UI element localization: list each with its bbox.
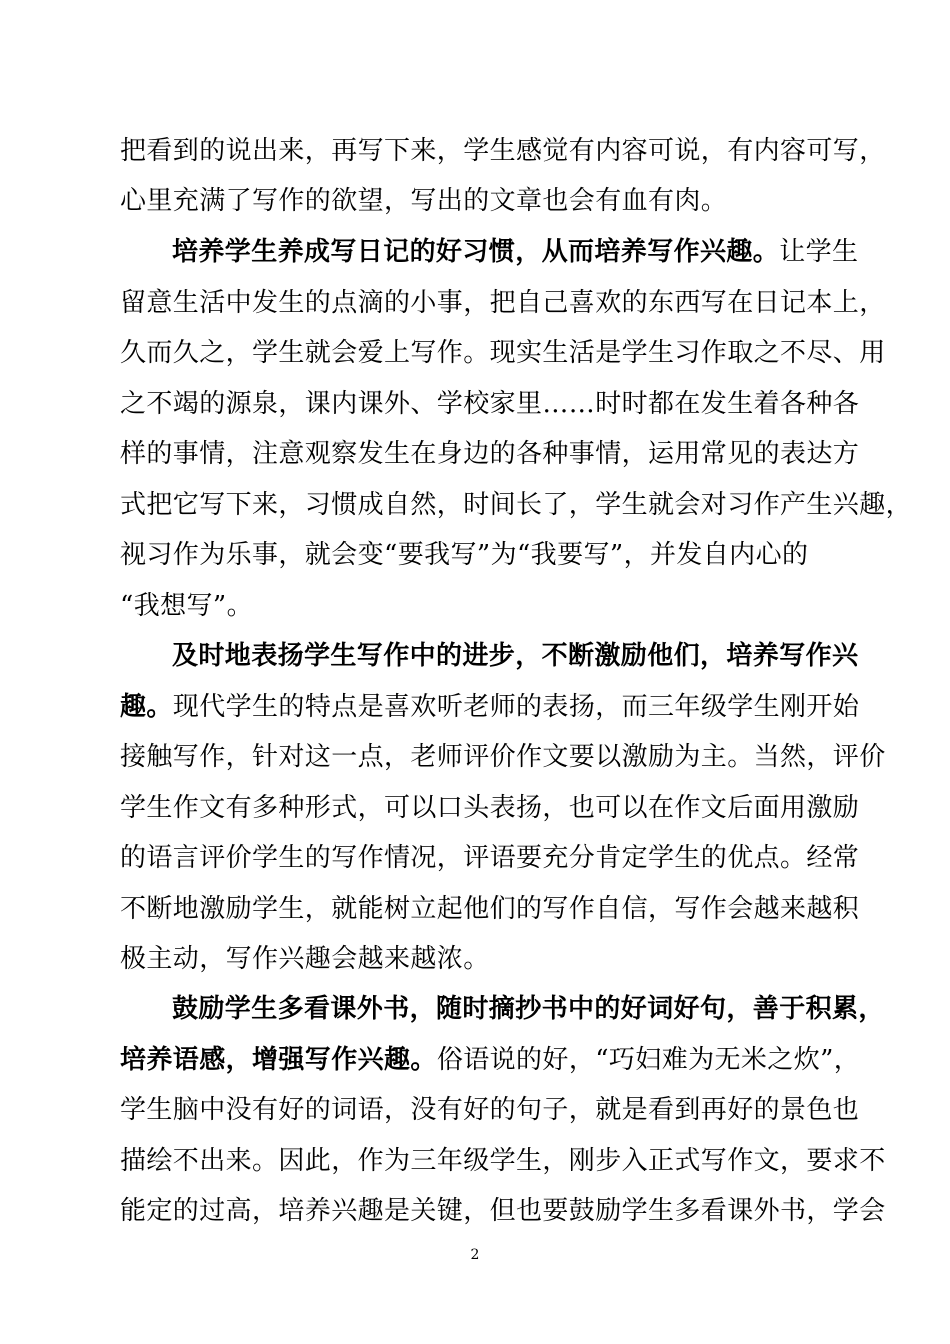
text-line [120, 1040, 860, 1080]
text-line [120, 434, 859, 474]
paragraph-heading-line [172, 636, 858, 676]
line-text: 的语言评价学生的写作情况，评语要充分肯定学生的优点。经常 [120, 843, 860, 873]
line-text: 能定的过高，培养兴趣是关键，但也要鼓励学生多看课外书，学会 [120, 1196, 886, 1226]
text-line [120, 737, 886, 777]
text-line [120, 485, 912, 525]
text-line [120, 131, 886, 171]
line-text: 学生作文有多种形式，可以口头表扬，也可以在作文后面用激励 [120, 793, 860, 823]
text-line [120, 181, 727, 221]
line-text: 把看到的说出来，再写下来，学生感觉有内容可说，有内容可写， [120, 136, 886, 166]
text-line [120, 1090, 859, 1130]
line-text: 极主动，写作兴趣会越来越浓。 [120, 944, 490, 974]
page-number: 2 [470, 1247, 480, 1263]
line-text: 让学生 [779, 237, 859, 267]
line-text: 俗语说的好，“巧妇难为无米之炊”， [436, 1045, 861, 1075]
paragraph-heading: 鼓励学生多看课外书，随时摘抄书中的好词好句，善于积累， [172, 994, 885, 1024]
line-text: “我想写”。 [120, 591, 253, 621]
paragraph-heading: 趣。 [120, 692, 173, 722]
line-text: 式把它写下来，习惯成自然，时间长了，学生就会对习作产生兴趣， [120, 490, 913, 520]
line-text: 之不竭的源泉，课内课外、学校家里……时时都在发生着各种各 [120, 389, 860, 419]
text-line [120, 586, 253, 626]
line-text: 描绘不出来。因此，作为三年级学生，刚步入正式写作文，要求不 [120, 1146, 886, 1176]
line-text: 久而久之，学生就会爱上写作。现实生活是学生习作取之不尽、用 [120, 338, 886, 368]
text-line [120, 889, 859, 929]
line-text: 视习作为乐事，就会变“要我写”为“我要写”，并发自内心的 [120, 540, 809, 570]
line-text: 现代学生的特点是喜欢听老师的表扬，而三年级学生刚开始 [172, 692, 860, 722]
text-line [120, 687, 859, 727]
text-line [120, 838, 859, 878]
text-line [120, 1191, 886, 1231]
text-line [120, 384, 859, 424]
paragraph-heading-line [172, 232, 858, 272]
paragraph-heading: 培养语感，增强写作兴趣。 [120, 1045, 437, 1075]
paragraph-heading: 培养学生养成写日记的好习惯，从而培养写作兴趣。 [172, 237, 780, 267]
paragraph-heading-line [172, 989, 885, 1029]
line-text: 不断地激励学生，就能树立起他们的写作自信，写作会越来越积 [120, 894, 860, 924]
line-text: 心里充满了写作的欲望，写出的文章也会有血有肉。 [120, 186, 728, 216]
paragraph-heading: 及时地表扬学生写作中的进步，不断激励他们，培养写作兴 [172, 641, 859, 671]
line-text: 留意生活中发生的点滴的小事，把自己喜欢的东西写在日记本上， [120, 288, 886, 318]
line-text: 学生脑中没有好的词语，没有好的句子，就是看到再好的景色也 [120, 1095, 860, 1125]
text-line [120, 283, 886, 323]
text-line [120, 535, 808, 575]
line-text: 样的事情，注意观察发生在身边的各种事情，运用常见的表达方 [120, 439, 860, 469]
text-line [120, 939, 490, 979]
text-line [120, 788, 859, 828]
line-text: 接触写作，针对这一点，老师评价作文要以激励为主。当然，评价 [120, 742, 886, 772]
text-line [120, 1141, 886, 1181]
text-line [120, 333, 886, 373]
